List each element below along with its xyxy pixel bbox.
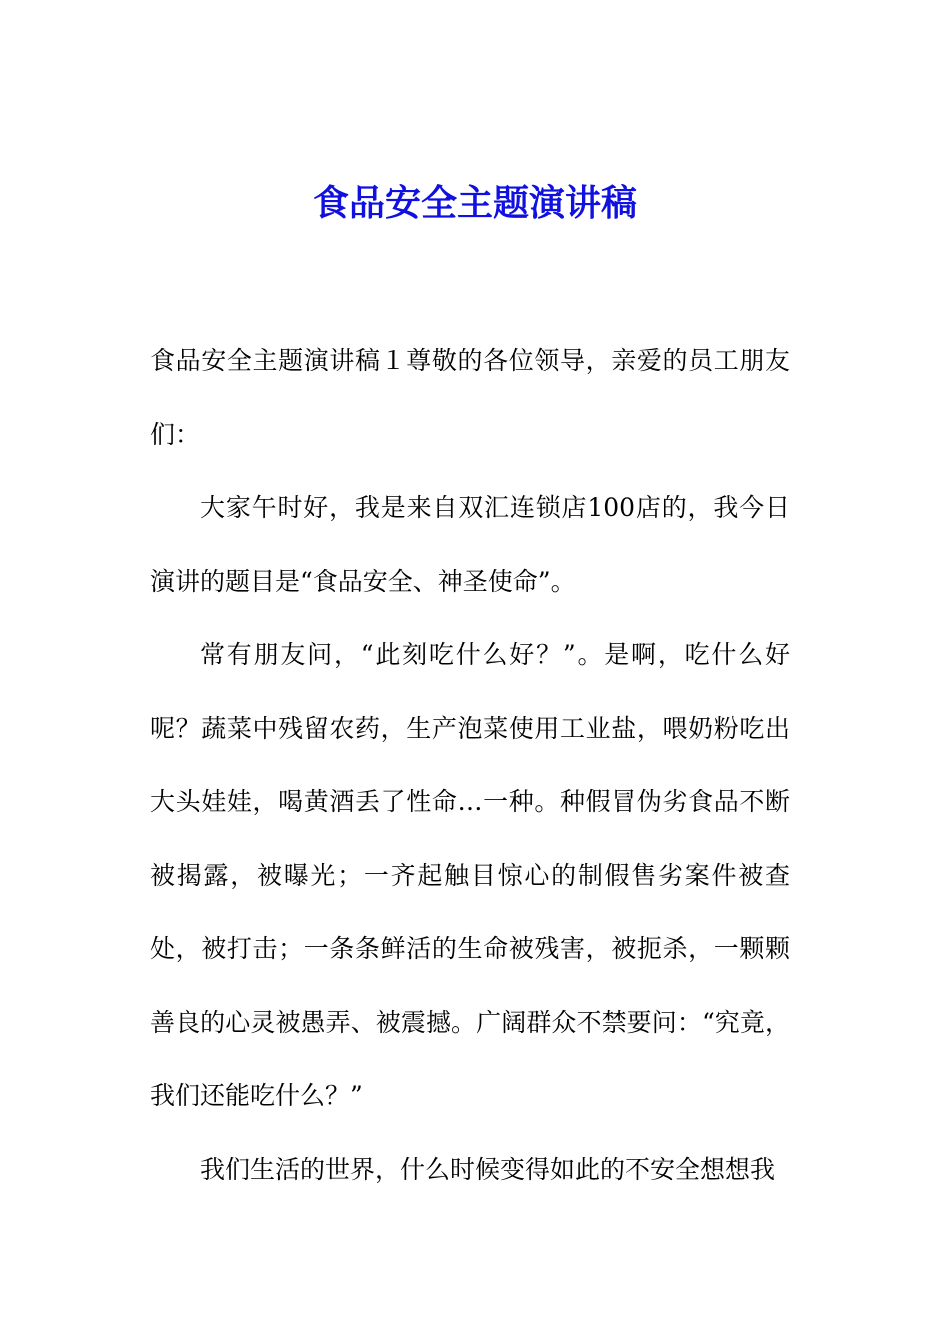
paragraph-greeting: 大家午时好，我是来自双汇连锁店100店的，我今日演讲的题目是“食品安全、神圣使命”。 [150, 493, 790, 596]
paragraph-question: 常有朋友问，“此刻吃什么好？”。是啊，吃什么好呢？蔬菜中残留农药，生产泡菜使用工业盐，喂奶粉吃出大头娃娃，喝黄酒丢了性命…一种。种假冒伪劣食品不断被揭露，被曝光；一齐起触目惊心的制假售劣案件被查处，被打击；一条条鲜活的生命被残害，被扼杀，一颗颗善良的心灵被愚弄、被震撼。广阔群众不禁要问：“究竟，我们还能吃什么？” [150, 640, 790, 1110]
document-title: 食品安全主题演讲稿 [312, 182, 637, 224]
paragraph-opening: 食品安全主题演讲稿１尊敬的各位领导，亲爱的员工朋友们： [150, 346, 790, 449]
paragraph-world: 我们生活的世界，什么时候变得如此的不安全想想我 [200, 1154, 776, 1184]
document-body [150, 324, 790, 1206]
